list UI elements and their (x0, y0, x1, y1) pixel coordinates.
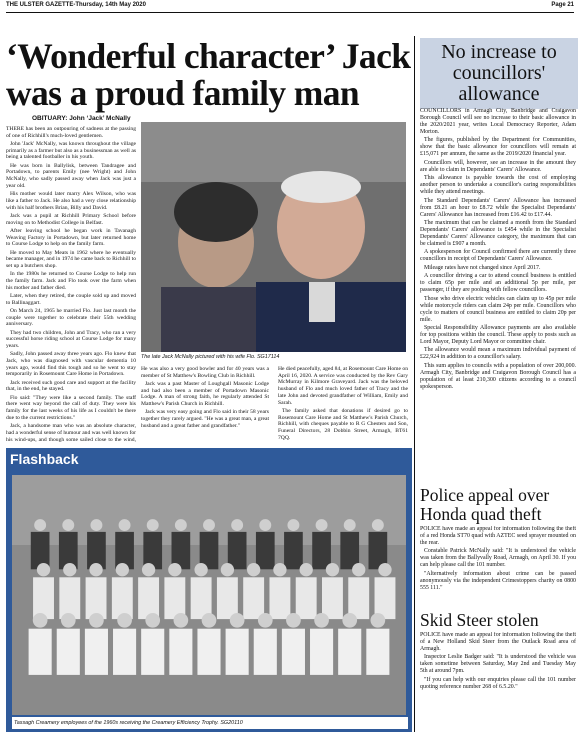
skid-steer-paragraph: Inspector Leslie Badger said: "It is understood the vehicle was taken sometime between Saturday, May 2nd and Tuesday May 5th at around 7pm. (420, 654, 576, 675)
article-paragraph: Later, when they retired, the couple sold up and moved to Ballinaggart. (6, 292, 136, 306)
person-body (254, 629, 277, 675)
person-head (119, 519, 131, 531)
person-body (85, 629, 108, 675)
person-body (375, 577, 396, 619)
skid-steer-story (420, 632, 576, 732)
article-paragraph: After leaving school he began work in Tavanagh Weaving Factory in Portadown, but later returned home to Course Lodge to help on the family farm. (6, 227, 136, 248)
creamery-group-photo (12, 475, 406, 715)
main-headline: ‘Wonderful character’ Jack was a proud family man (6, 36, 411, 113)
article-paragraph: On March 24, 1965 he married Flo. Just last month the couple were together to celebrate their 55th wedding anniversary. (6, 307, 136, 328)
quad-paragraph: "Alternatively information about crime can be passed anonymously via the independent Crimestoppers charity on 0800 555 111." (420, 570, 576, 591)
person-head (202, 613, 217, 628)
article-paragraph: In the 1980s he returned to Course Lodge to help run the family farm. Jack and Flo took over the farm when his mother and father died. (6, 271, 136, 291)
person-head (342, 613, 357, 628)
person-head (286, 613, 301, 628)
allowance-paragraph: The maximum that can be claimed a month from the Standard Dependants' Carers' allowance is £454 while in the Specialist Dependants' Carers' Allowance category, the maximum that can be claimed is £907 a month. (420, 219, 576, 247)
person-head (314, 613, 329, 628)
article-paragraph: He moved to May Meats in 1962 where he eventually became manager, and in 1974 he came back to Richhill to set up a butchers shop. (6, 249, 136, 269)
person-body (348, 577, 369, 619)
person-body (141, 629, 164, 675)
person-body (138, 577, 159, 619)
person-head (90, 519, 102, 531)
person-head (221, 563, 234, 576)
allowance-paragraph: The allowance would mean a maximum individual payment of £22,924 in addition to a councillor's salary. (420, 347, 576, 361)
person-head (258, 613, 273, 628)
person-head (300, 563, 313, 576)
person-body (296, 577, 317, 619)
person-head (259, 519, 271, 531)
allowance-paragraph: COUNCILLORS in Armagh City, Banbridge and Craigavon Borough Council will see no increase to their basic allowance in the 2020/2021 year, writes Local Democracy Reporter, Adam Morton. (420, 108, 576, 135)
allowance-paragraph: This allowance is payable towards the cost of employing another person to undertake a councillor's caring responsibilities while they attend meetings. (420, 175, 576, 196)
group-photo-illustration (12, 475, 406, 715)
person-head (371, 613, 386, 628)
article-paragraph: He died peacefully, aged 84, at Rosemount Care Home on April 16, 2020. A service was conducted by the Rev Gary McMurray in Kilmore Graveyard. Jack was the beloved husband of Flo and much loved father of Tracy and the late John and devoted grandfather of William, Emily and Sarah. (278, 366, 408, 406)
allowance-story (420, 108, 576, 484)
person-body (338, 629, 361, 675)
person-head (63, 563, 76, 576)
allowance-paragraph: The figures, published by the Department for Communities, show that the basic allowance for councillors will remain at £15,071 per annum, the same as the 2019/2020 financial year. (420, 137, 576, 158)
person-body (31, 532, 50, 569)
article-paragraph: He was born in Ballylisk, between Tandragee and Portadown, to parents Emily (nee Wright) and John McNally, who sadly passed away when Jack was just a year old. (6, 162, 136, 189)
allowance-paragraph: Those who drive electric vehicles can claim up to 45p per mile while motorcycle riders can claim 24p per mile. Councillors who cycle to matters of council business are entitled to claim 20p per mile. (420, 295, 576, 323)
person-head (326, 563, 339, 576)
person-body (113, 629, 136, 675)
skid-steer-paragraph: POLICE have made an appeal for information following the theft of a New Holland Skid Steer from the Outlack Road area of Armagh. (420, 632, 576, 652)
person-head (147, 519, 159, 531)
person-head (145, 613, 160, 628)
quad-paragraph: POLICE have made an appeal for information following the theft of a red Honda ST70 quad with AZTEC seed sprayer mounted on the rear. (420, 526, 576, 546)
person-head (230, 613, 245, 628)
person-head (89, 563, 102, 576)
article-column-3 (278, 366, 408, 444)
article-paragraph: THERE has been an outpouring of sadness at the passing of one of Richhill's much-loved gentlemen. (6, 126, 136, 139)
person-body (217, 577, 238, 619)
allowance-paragraph: The Standard Dependants' Carers' Allowance has increased from £8.21 an hour to £8.72 while the Specialist Dependants' Carers' Allowance has increased from £16.42 to £17.44. (420, 197, 576, 218)
article-paragraph: Jack was a past Master of Loughgall Masonic Lodge and had also been a member of Portadown Masonic Lodge. A man of strong faith, he regularly attended St Matthew's Parish Church in Richhill. (141, 381, 269, 408)
column-divider (414, 36, 415, 732)
page-number: Page 21 (551, 2, 574, 8)
person-head (142, 563, 155, 576)
person-body (33, 577, 54, 619)
person-body (86, 577, 107, 619)
person-head (34, 519, 46, 531)
person-body (243, 577, 264, 619)
person-head (344, 519, 356, 531)
flashback-caption: Tassagh Creamery employees of the 1960s receiving the Creamery Efficiency Trophy. SG20110 (12, 717, 408, 729)
person-body (29, 629, 52, 675)
article-column-2 (141, 366, 269, 444)
article-paragraph: Jack was a pupil at Richhill Primary School before moving on to Methodist College in Belfast. (6, 212, 136, 226)
person-body (197, 629, 220, 675)
person-head (378, 563, 391, 576)
person-body (269, 577, 290, 619)
person-body (312, 532, 331, 569)
person-head (372, 519, 384, 531)
person-body (164, 577, 185, 619)
allowance-paragraph: Mileage rates have not changed since April 2017. (424, 264, 541, 271)
person-head (174, 613, 189, 628)
flashback-label: Flashback (10, 451, 79, 467)
person-head (33, 613, 48, 628)
article-paragraph: Jack was very easy going and Flo said in their 58 years together they rarely argued. "He was a great man, a great husband and a great father and grandfather." (141, 409, 269, 429)
person-body (256, 532, 275, 569)
article-paragraph: Jack received such good care and support at the facility that, in the end, he stayed. (6, 379, 136, 393)
person-body (57, 629, 80, 675)
paper-dateline: THE ULSTER GAZETTE-Thursday, 14th May 2020 (6, 2, 146, 8)
person-body (191, 577, 212, 619)
jack-and-flo-photo (141, 122, 406, 352)
allowance-paragraph: Special Responsibility Allowance payments are also available for top positions within the council. These apply to posts such as Lord Mayor, Deputy Lord Mayor or committee chair. (420, 324, 576, 345)
person-head (62, 519, 74, 531)
allowance-paragraph: Councillors will, however, see an increase in the amount they are able to claim in Dependants' Carers' Allowance. (420, 159, 576, 173)
sidebar-headline-allowance: No increase to councillors' allowance (420, 38, 578, 109)
masthead (6, 2, 574, 13)
article-paragraph: They had two children, John and Tracy, who ran a very successful horse riding school at Course Lodge for many years. (6, 329, 136, 350)
person-head (89, 613, 104, 628)
allowance-paragraph: This sum applies to councils with a population of over 200,000. Armagh City, Banbridge and Craigavon Borough Council has a population of at least 210,300 citizens according to a council spokesperson. (420, 362, 576, 390)
person-head (194, 563, 207, 576)
person-head (61, 613, 76, 628)
person-head (273, 563, 286, 576)
person-head (352, 563, 365, 576)
person-head (117, 613, 132, 628)
article-paragraph: His mother would later marry Alex Wilson, who was like a father to Jack. He also had a very close relationship with his half brothers Brian, Billy and David. (6, 191, 136, 211)
person-head (168, 563, 181, 576)
article-paragraph: Flo said: "They were like a second family. The staff there went way beyond the call of duty. They were his family for the last weeks of his life as I couldn't be there due to the current restrictions." (6, 394, 136, 421)
person-head (116, 563, 129, 576)
quad-theft-headline: Police appeal over Honda quad theft (420, 485, 550, 524)
person-body (112, 577, 133, 619)
skid-steer-headline: Skid Steer stolen (420, 610, 539, 630)
allowance-paragraph: A spokesperson for Council confirmed there are currently three councillors in receipt of Dependants' Carers' Allowance. (420, 249, 576, 263)
person-head (231, 519, 243, 531)
person-body (226, 629, 249, 675)
person-body (366, 629, 389, 675)
main-photo-caption: The late Jack McNally pictured with his wife Flo. SG17114 (141, 354, 280, 360)
article-paragraph: Sadly, John passed away three years ago. Flo knew that Jack, who was diagnosed with vascular dementia 10 years ago, would find this tough and so he went to stay temporarily in Rosemount Care Home in Portadown. (6, 351, 136, 378)
article-paragraph: The family asked that donations if desired go to Rosemount Care Home and St Matthew's Parish Church, Richhill, with cheques payable to R G Chesters and Son, Funeral Directors, 28 Dobbin Street, Armagh, BT61 7QQ. (278, 407, 408, 441)
article-paragraph: He was also a very good bowler and for 40 years was a member of St Matthew's Bowling Club in Richhill. (141, 366, 269, 379)
person-head (316, 519, 328, 531)
skid-steer-paragraph: "If you can help with our enquiries please call the 101 number quoting reference number 268 of 6.5.20." (420, 676, 576, 690)
person-body (228, 532, 247, 569)
person-head (287, 519, 299, 531)
person-head (203, 519, 215, 531)
quad-paragraph: Constable Patrick McNally said: "It is understood the vehicle was taken from the Ballyvally Road, Armagh, on April 30. If you can help please call the 101 number. (420, 548, 576, 569)
person-head (37, 563, 50, 576)
quad-theft-story (420, 526, 576, 608)
person-head (247, 563, 260, 576)
byline: OBITUARY: John ‘Jack’ McNally (32, 115, 131, 122)
allowance-paragraph: A councillor driving a car to attend council business is entitled to claim 65p per mile and an additional 5p per mile, per passenger, if they are pooling with fellow councillors. (420, 273, 576, 294)
couple-photo-illustration (141, 122, 406, 352)
article-paragraph: Jack, a handsome man who was an absolute character, had a wonderful sense of humour and was well known for his wind-ups, and though some sailed close to the wind, (6, 423, 136, 442)
person-body (284, 532, 303, 569)
person-body (169, 629, 192, 675)
article-paragraph: John 'Jack' McNally, was known throughout the village primarily as a farmer but also as a businessman as well as being a talented footballer in his youth. (6, 141, 136, 161)
person-head (175, 519, 187, 531)
person-body (282, 629, 305, 675)
person-body (322, 577, 343, 619)
person-body (310, 629, 333, 675)
person-body (59, 577, 80, 619)
article-column-1 (6, 126, 136, 442)
